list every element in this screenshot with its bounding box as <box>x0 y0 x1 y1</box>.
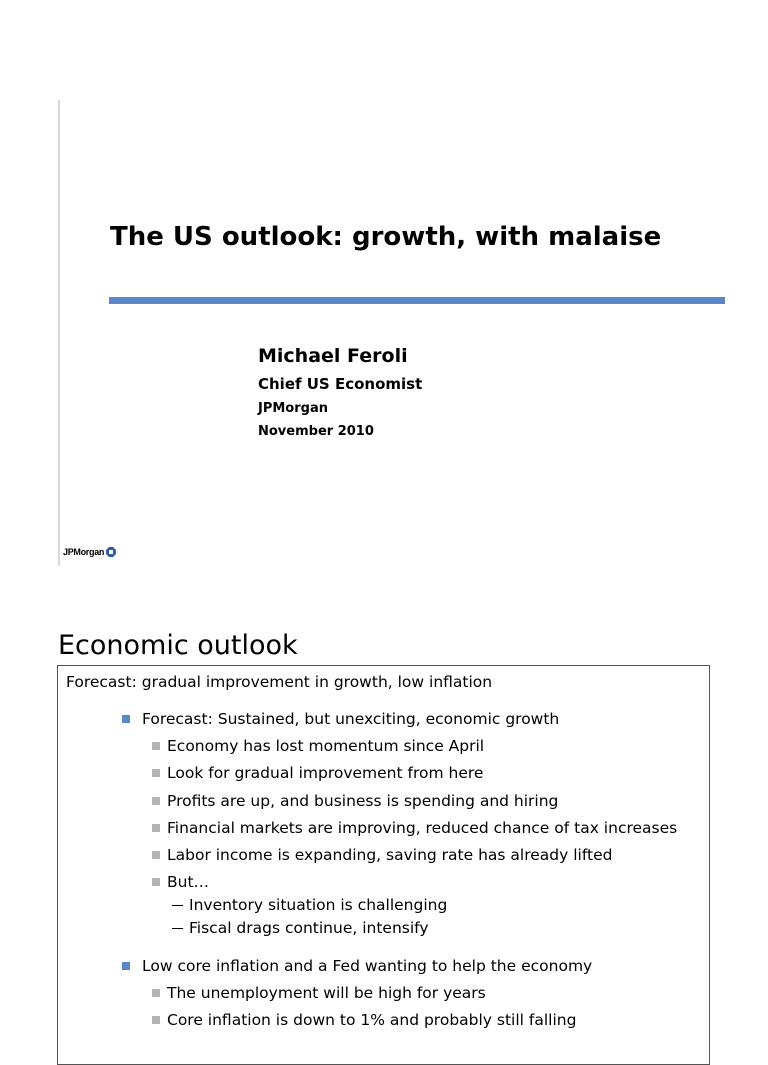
list-item-label: But… <box>167 873 210 891</box>
list-item <box>152 792 558 810</box>
list-item <box>152 846 612 864</box>
presenter-organization: JPMorgan <box>258 401 328 416</box>
sub-list-item <box>172 919 429 937</box>
outlook-subtitle: Forecast: gradual improvement in growth, low inflation <box>66 673 493 691</box>
sub-list-item-label: Fiscal drags continue, intensify <box>189 919 429 937</box>
dash-bullet-icon <box>172 905 183 906</box>
blue-square-bullet-icon <box>122 715 130 723</box>
gray-square-bullet-icon <box>152 1016 160 1024</box>
section-bullet <box>122 710 559 728</box>
list-item <box>152 737 484 755</box>
sub-list-item <box>172 896 447 914</box>
gray-square-bullet-icon <box>152 797 160 805</box>
gray-square-bullet-icon <box>152 769 160 777</box>
blue-square-bullet-icon <box>122 962 130 970</box>
list-item-label: Labor income is expanding, saving rate has already lifted <box>167 846 613 864</box>
slide-left-rule <box>58 100 60 566</box>
outlook-content-box <box>57 665 710 1065</box>
octagon-logo-icon <box>106 547 116 557</box>
presentation-date: November 2010 <box>258 424 374 439</box>
gray-square-bullet-icon <box>152 824 160 832</box>
gray-square-bullet-icon <box>152 851 160 859</box>
jpmorgan-logo <box>63 545 116 559</box>
list-item <box>152 764 483 782</box>
gray-square-bullet-icon <box>152 742 160 750</box>
section-label: Forecast: Sustained, but unexciting, economic growth <box>142 710 560 728</box>
slide-title: The US outlook: growth, with malaise <box>110 222 662 252</box>
sub-list-item-label: Inventory situation is challenging <box>189 896 448 914</box>
list-item <box>152 984 486 1002</box>
outlook-heading: Economic outlook <box>58 630 298 661</box>
list-item <box>152 819 677 837</box>
list-item-label: Core inflation is down to 1% and probably still falling <box>167 1011 577 1029</box>
list-item <box>152 1011 576 1029</box>
list-item-label: Economy has lost momentum since April <box>167 737 485 755</box>
logo-wordmark: JPMorgan <box>63 547 105 557</box>
gray-square-bullet-icon <box>152 989 160 997</box>
list-item-label: Profits are up, and business is spending and hiring <box>167 792 559 810</box>
gray-square-bullet-icon <box>152 878 160 886</box>
list-item-label: Look for gradual improvement from here <box>167 764 484 782</box>
dash-bullet-icon <box>172 928 183 929</box>
section-bullet <box>122 957 592 975</box>
list-item <box>152 873 209 891</box>
presenter-name: Michael Feroli <box>258 345 408 367</box>
presenter-role: Chief US Economist <box>258 375 423 393</box>
section-label: Low core inflation and a Fed wanting to help the economy <box>142 957 593 975</box>
list-item-label: Financial markets are improving, reduced chance of tax increases <box>167 819 678 837</box>
title-accent-bar <box>109 297 725 304</box>
list-item-label: The unemployment will be high for years <box>167 984 486 1002</box>
